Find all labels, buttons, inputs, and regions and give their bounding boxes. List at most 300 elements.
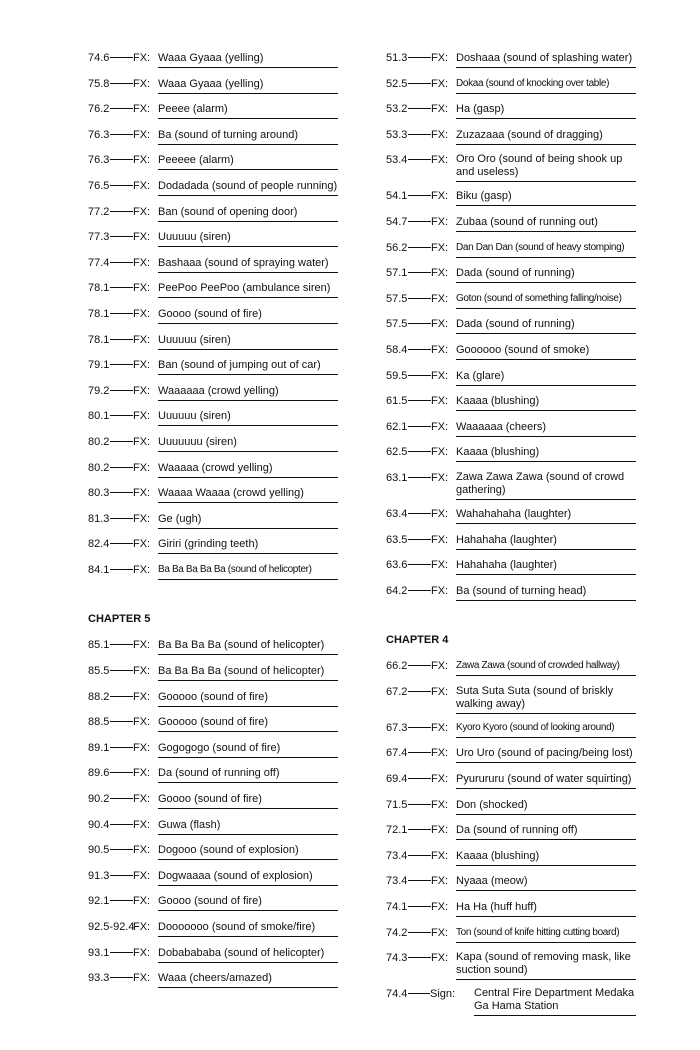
entry-ref: 62.5 <box>386 446 408 459</box>
entry-kind: FX: <box>431 215 449 228</box>
leader-dash <box>408 665 431 666</box>
leader-dash <box>408 993 430 994</box>
entry-text: Hahahaha (laughter) <box>456 533 636 550</box>
entry-ref: 73.4 <box>386 875 408 888</box>
fx-entry <box>88 127 338 153</box>
fx-entry <box>386 684 636 720</box>
leader-dash <box>408 829 431 830</box>
entry-text: Waaaaa (crowd yelling) <box>158 461 338 478</box>
leader-dash <box>408 159 431 160</box>
entry-kind: FX: <box>431 267 449 280</box>
entry-text: Goton (sound of something falling/noise) <box>456 292 636 309</box>
leader-dash <box>110 415 133 416</box>
entry-text: Goooo (sound of fire) <box>158 792 338 809</box>
entry-ref: 81.3 <box>88 512 110 525</box>
entry-ref: 53.3 <box>386 128 408 141</box>
entry-ref: 57.1 <box>386 267 408 280</box>
entry-ref: 59.5 <box>386 369 408 382</box>
leader-dash <box>408 400 431 401</box>
entry-text: Kyoro Kyoro (sound of looking around) <box>456 721 636 738</box>
entry-kind: FX: <box>133 256 151 269</box>
fx-entry <box>386 316 636 342</box>
fx-entry <box>88 945 338 971</box>
entry-ref: 76.3 <box>88 128 110 141</box>
entry-ref: 71.5 <box>386 798 408 811</box>
entry-ref: 77.3 <box>88 231 110 244</box>
leader-dash <box>110 134 133 135</box>
leader-dash <box>110 900 133 901</box>
fx-entry <box>88 204 338 230</box>
entry-text: Uuuuuu (siren) <box>158 333 338 350</box>
leader-dash <box>110 108 133 109</box>
entry-ref: 72.1 <box>386 824 408 837</box>
entry-ref: 80.1 <box>88 410 110 423</box>
entry-ref: 69.4 <box>386 773 408 786</box>
entry-kind: FX: <box>431 241 449 254</box>
entry-text: Dokaa (sound of knocking over table) <box>456 77 636 94</box>
entry-kind: FX: <box>431 369 449 382</box>
fx-entry <box>386 393 636 419</box>
leader-dash <box>110 441 133 442</box>
entry-text: Zubaa (sound of running out) <box>456 215 636 232</box>
fx-entry <box>386 76 636 102</box>
entry-ref: 54.1 <box>386 190 408 203</box>
leader-dash <box>110 849 133 850</box>
fx-entry <box>386 188 636 214</box>
entry-kind: FX: <box>133 384 151 397</box>
entry-ref: 88.5 <box>88 716 110 729</box>
fx-entry <box>88 740 338 766</box>
fx-entry <box>88 408 338 434</box>
entry-text: Peeee (alarm) <box>158 102 338 119</box>
entry-text: Waaa (cheers/amazed) <box>158 971 338 988</box>
leader-dash <box>408 195 431 196</box>
entry-text: Nyaaa (meow) <box>456 874 636 891</box>
fx-entry <box>386 419 636 445</box>
leader-dash <box>408 539 431 540</box>
leader-dash <box>408 349 431 350</box>
fx-entry <box>386 873 636 899</box>
entry-text: Uuuuuu (siren) <box>158 409 338 426</box>
leader-dash <box>110 696 133 697</box>
fx-entry <box>88 689 338 715</box>
entry-kind: FX: <box>431 128 449 141</box>
entry-text: Da (sound of running off) <box>456 823 636 840</box>
entry-kind: FX: <box>133 461 151 474</box>
entry-kind: FX: <box>431 875 449 888</box>
entry-text: Ha Ha (huff huff) <box>456 900 636 917</box>
entry-kind: FX: <box>431 420 449 433</box>
entry-kind: FX: <box>133 793 151 806</box>
entry-ref: 90.4 <box>88 818 110 831</box>
entry-text: Dogwaaaa (sound of explosion) <box>158 869 338 886</box>
fx-entry <box>88 842 338 868</box>
leader-dash <box>408 957 431 958</box>
leader-dash <box>110 543 133 544</box>
entry-ref: 80.2 <box>88 435 110 448</box>
entry-kind: FX: <box>431 901 449 914</box>
entry-ref: 74.3 <box>386 952 408 965</box>
left-column <box>88 50 338 996</box>
leader-dash <box>110 798 133 799</box>
fx-entry <box>386 291 636 317</box>
entry-ref: 74.2 <box>386 926 408 939</box>
fx-entry <box>386 745 636 771</box>
entry-ref: 74.6 <box>88 52 110 64</box>
entry-text: Ba Ba Ba Ba Ba (sound of helicopter) <box>158 563 338 580</box>
entry-kind: FX: <box>133 282 151 295</box>
entry-ref: 53.2 <box>386 103 408 116</box>
entry-ref: 93.3 <box>88 972 110 985</box>
entry-ref: 64.2 <box>386 584 408 597</box>
fx-entry <box>88 76 338 102</box>
entry-ref: 62.1 <box>386 420 408 433</box>
leader-dash <box>110 467 133 468</box>
entry-kind: FX: <box>133 154 151 167</box>
entry-text: Uro Uro (sound of pacing/being lost) <box>456 746 636 763</box>
right-section2 <box>386 658 636 1022</box>
entry-kind: FX: <box>431 190 449 203</box>
fx-entry <box>386 152 636 188</box>
entry-kind: FX: <box>431 103 449 116</box>
fx-entry <box>88 637 338 663</box>
entry-ref: 92.1 <box>88 895 110 908</box>
entry-kind: FX: <box>431 824 449 837</box>
entry-text: Da (sound of running off) <box>158 766 338 783</box>
entry-kind: FX: <box>431 292 449 305</box>
leader-dash <box>408 590 431 591</box>
fx-entry <box>386 557 636 583</box>
leader-dash <box>110 211 133 212</box>
right-section1 <box>386 50 636 608</box>
chapter-heading: CHAPTER 4 <box>386 634 449 647</box>
fx-entry <box>88 332 338 358</box>
entry-kind: FX: <box>133 359 151 372</box>
entry-ref: 78.1 <box>88 307 110 320</box>
entry-kind: FX: <box>431 747 449 760</box>
entry-text: Zawa Zawa Zawa (sound of crowd gathering) <box>456 471 636 500</box>
entry-ref: 88.2 <box>88 690 110 703</box>
entry-kind: FX: <box>431 154 449 167</box>
entry-text: Biku (gasp) <box>456 189 636 206</box>
leader-dash <box>110 824 133 825</box>
fx-entry <box>386 470 636 506</box>
entry-ref: 79.2 <box>88 384 110 397</box>
leader-dash <box>408 513 431 514</box>
entry-ref: 89.1 <box>88 741 110 754</box>
entry-text: PeePoo PeePoo (ambulance siren) <box>158 281 338 298</box>
leader-dash <box>408 247 431 248</box>
fx-entry <box>88 306 338 332</box>
entry-kind: FX: <box>133 716 151 729</box>
fx-entry <box>386 658 636 684</box>
entry-kind: FX: <box>133 690 151 703</box>
entry-ref: 56.2 <box>386 241 408 254</box>
entry-ref: 61.5 <box>386 395 408 408</box>
leader-dash <box>110 518 133 519</box>
entry-kind: FX: <box>133 128 151 141</box>
entry-kind: FX: <box>133 563 151 576</box>
leader-dash <box>408 564 431 565</box>
entry-ref: 57.5 <box>386 292 408 305</box>
left-section2 <box>88 637 338 995</box>
leader-dash <box>408 298 431 299</box>
entry-text: Goooo (sound of fire) <box>158 307 338 324</box>
entry-text: Ton (sound of knife hitting cutting board) <box>456 926 636 943</box>
entry-kind: FX: <box>431 343 449 356</box>
entry-kind: FX: <box>133 512 151 525</box>
right-column <box>386 50 636 1022</box>
entry-text: Uuuuuuu (siren) <box>158 435 338 452</box>
entry-text: Oro Oro (sound of being shook up and useless) <box>456 153 636 182</box>
entry-kind: FX: <box>133 895 151 908</box>
entry-ref: 63.4 <box>386 507 408 520</box>
entry-ref: 74.1 <box>386 901 408 914</box>
section-gap <box>386 608 636 633</box>
entry-ref: 74.4 <box>386 988 408 1001</box>
entry-kind: FX: <box>431 471 449 484</box>
entry-text: Gooooo (sound of fire) <box>158 715 338 732</box>
leader-dash <box>408 375 431 376</box>
entry-text: Suta Suta Suta (sound of briskly walking away) <box>456 685 636 714</box>
entry-kind: FX: <box>133 52 151 64</box>
entry-kind: FX: <box>133 205 151 218</box>
leader-dash <box>110 83 133 84</box>
entry-text: Zawa Zawa (sound of crowded hallway) <box>456 659 636 676</box>
entry-text: Gogogogo (sound of fire) <box>158 741 338 758</box>
fx-entry <box>88 178 338 204</box>
entry-ref: 63.1 <box>386 471 408 484</box>
leader-dash <box>110 236 133 237</box>
entry-ref: 77.2 <box>88 205 110 218</box>
leader-dash <box>110 313 133 314</box>
entry-text: Doshaaa (sound of splashing water) <box>456 51 636 68</box>
entry-text: Goooooo (sound of smoke) <box>456 343 636 360</box>
entry-text: Ban (sound of jumping out of car) <box>158 358 338 375</box>
entry-text: Guwa (flash) <box>158 818 338 835</box>
leader-dash <box>408 932 431 933</box>
entry-kind: FX: <box>431 952 449 965</box>
fx-entry <box>386 444 636 470</box>
leader-dash <box>408 804 431 805</box>
entry-text: Waaa Gyaaa (yelling) <box>158 77 338 94</box>
entry-text: Ba Ba Ba Ba (sound of helicopter) <box>158 638 338 655</box>
entry-ref: 76.5 <box>88 179 110 192</box>
entry-kind: FX: <box>133 818 151 831</box>
entry-ref: 90.5 <box>88 844 110 857</box>
fx-entry <box>88 101 338 127</box>
entry-text: Dan Dan Dan (sound of heavy stomping) <box>456 241 636 258</box>
entry-kind: FX: <box>133 410 151 423</box>
fx-entry <box>88 562 338 588</box>
leader-dash <box>110 772 133 773</box>
fx-entry <box>386 848 636 874</box>
fx-entry <box>386 797 636 823</box>
leader-dash <box>110 644 133 645</box>
fx-entry <box>386 899 636 925</box>
leader-dash <box>408 134 431 135</box>
entry-kind: FX: <box>133 844 151 857</box>
leader-dash <box>110 875 133 876</box>
entry-ref: 84.1 <box>88 563 110 576</box>
entry-text: Uuuuuu (siren) <box>158 230 338 247</box>
fx-entry <box>386 950 636 986</box>
entry-kind: FX: <box>133 921 151 933</box>
entry-kind: FX: <box>431 926 449 939</box>
entry-kind: FX: <box>431 533 449 546</box>
entry-kind: FX: <box>133 435 151 448</box>
leader-dash <box>408 691 431 692</box>
leader-dash <box>110 721 133 722</box>
leader-dash <box>408 727 431 728</box>
entry-text: Waaa Gyaaa (yelling) <box>158 51 338 68</box>
entry-ref: 79.1 <box>88 359 110 372</box>
entry-text: Central Fire Department Medaka Ga Hama Station <box>474 987 636 1016</box>
fx-entry <box>386 720 636 746</box>
leader-dash <box>408 906 431 907</box>
entry-text: Giriri (grinding teeth) <box>158 537 338 554</box>
entry-ref: 58.4 <box>386 343 408 356</box>
entry-ref: 52.5 <box>386 77 408 90</box>
entry-kind: Sign: <box>430 988 456 1001</box>
fx-entry <box>386 986 636 1022</box>
fx-entry <box>88 280 338 306</box>
entry-kind: FX: <box>431 685 449 698</box>
entry-kind: FX: <box>133 333 151 346</box>
fx-entry <box>88 50 338 76</box>
leader-dash <box>408 323 431 324</box>
entry-kind: FX: <box>431 849 449 862</box>
entry-text: Ba (sound of turning head) <box>456 584 636 601</box>
entry-kind: FX: <box>431 773 449 786</box>
entry-kind: FX: <box>133 972 151 985</box>
entry-kind: FX: <box>133 487 151 500</box>
leader-dash <box>110 569 133 570</box>
section-gap <box>88 587 338 612</box>
fx-entry <box>88 663 338 689</box>
entry-ref: 75.8 <box>88 77 110 90</box>
fx-entry <box>88 893 338 919</box>
fx-entry <box>88 485 338 511</box>
left-section1 <box>88 50 338 587</box>
leader-dash <box>408 221 431 222</box>
fx-entry <box>88 714 338 740</box>
entry-text: Dogooo (sound of explosion) <box>158 843 338 860</box>
fx-entry <box>386 127 636 153</box>
leader-dash <box>110 287 133 288</box>
fx-entry <box>88 152 338 178</box>
leader-dash <box>110 185 133 186</box>
entry-kind: FX: <box>133 741 151 754</box>
entry-text: Peeeee (alarm) <box>158 153 338 170</box>
entry-text: Dada (sound of running) <box>456 317 636 334</box>
entry-kind: FX: <box>133 231 151 244</box>
entry-ref: 63.5 <box>386 533 408 546</box>
entry-text: Ka (glare) <box>456 369 636 386</box>
fx-entry <box>386 101 636 127</box>
fx-entry <box>386 265 636 291</box>
entry-text: Waaaaaa (cheers) <box>456 420 636 437</box>
entry-ref: 66.2 <box>386 660 408 673</box>
leader-dash <box>408 451 431 452</box>
entry-text: Kaaaa (blushing) <box>456 849 636 866</box>
entry-ref: 73.4 <box>386 849 408 862</box>
entry-ref: 53.4 <box>386 154 408 167</box>
entry-ref: 51.3 <box>386 52 408 64</box>
entry-ref: 92.5-92.4 <box>88 921 135 933</box>
entry-ref: 89.6 <box>88 767 110 780</box>
entry-ref: 67.2 <box>386 685 408 698</box>
entry-text: Wahahahaha (laughter) <box>456 507 636 524</box>
fx-entry <box>386 506 636 532</box>
entry-kind: FX: <box>431 77 449 90</box>
entry-ref: 80.3 <box>88 487 110 500</box>
leader-dash <box>110 747 133 748</box>
entry-text: Ba (sound of turning around) <box>158 128 338 145</box>
leader-dash <box>408 57 431 58</box>
fx-entry <box>386 50 636 76</box>
leader-dash <box>110 492 133 493</box>
entry-text: Ge (ugh) <box>158 512 338 529</box>
entry-text: Ban (sound of opening door) <box>158 205 338 222</box>
fx-entry <box>386 925 636 951</box>
entry-kind: FX: <box>431 559 449 572</box>
entry-ref: 67.4 <box>386 747 408 760</box>
entry-ref: 78.1 <box>88 282 110 295</box>
entry-kind: FX: <box>133 665 151 678</box>
fx-entry <box>386 342 636 368</box>
entry-ref: 57.5 <box>386 318 408 331</box>
entry-kind: FX: <box>431 52 449 64</box>
fx-entry <box>88 460 338 486</box>
entry-kind: FX: <box>133 869 151 882</box>
leader-dash <box>408 83 431 84</box>
fx-entry <box>88 970 338 996</box>
entry-kind: FX: <box>133 639 151 652</box>
entry-kind: FX: <box>133 307 151 320</box>
entry-ref: 54.7 <box>386 215 408 228</box>
fx-entry <box>386 368 636 394</box>
fx-entry <box>386 214 636 240</box>
entry-kind: FX: <box>133 538 151 551</box>
entry-text: Dobabababa (sound of helicopter) <box>158 946 338 963</box>
entry-ref: 67.3 <box>386 721 408 734</box>
entry-text: Kaaaa (blushing) <box>456 394 636 411</box>
entry-kind: FX: <box>431 584 449 597</box>
entry-kind: FX: <box>133 77 151 90</box>
entry-kind: FX: <box>431 798 449 811</box>
entry-text: Waaaa Waaaa (crowd yelling) <box>158 486 338 503</box>
fx-entry <box>88 511 338 537</box>
entry-ref: 63.6 <box>386 559 408 572</box>
entry-text: Zuzazaaa (sound of dragging) <box>456 128 636 145</box>
fx-entry <box>88 229 338 255</box>
entry-text: Waaaaaa (crowd yelling) <box>158 384 338 401</box>
entry-ref: 90.2 <box>88 793 110 806</box>
entry-kind: FX: <box>133 767 151 780</box>
leader-dash <box>408 880 431 881</box>
entry-text: Hahahaha (laughter) <box>456 558 636 575</box>
entry-kind: FX: <box>431 318 449 331</box>
leader-dash <box>110 390 133 391</box>
entry-text: Goooo (sound of fire) <box>158 894 338 911</box>
fx-entry <box>88 817 338 843</box>
entry-ref: 78.1 <box>88 333 110 346</box>
fx-entry <box>88 919 338 945</box>
fx-entry <box>386 583 636 609</box>
leader-dash <box>408 426 431 427</box>
leader-dash <box>408 855 431 856</box>
